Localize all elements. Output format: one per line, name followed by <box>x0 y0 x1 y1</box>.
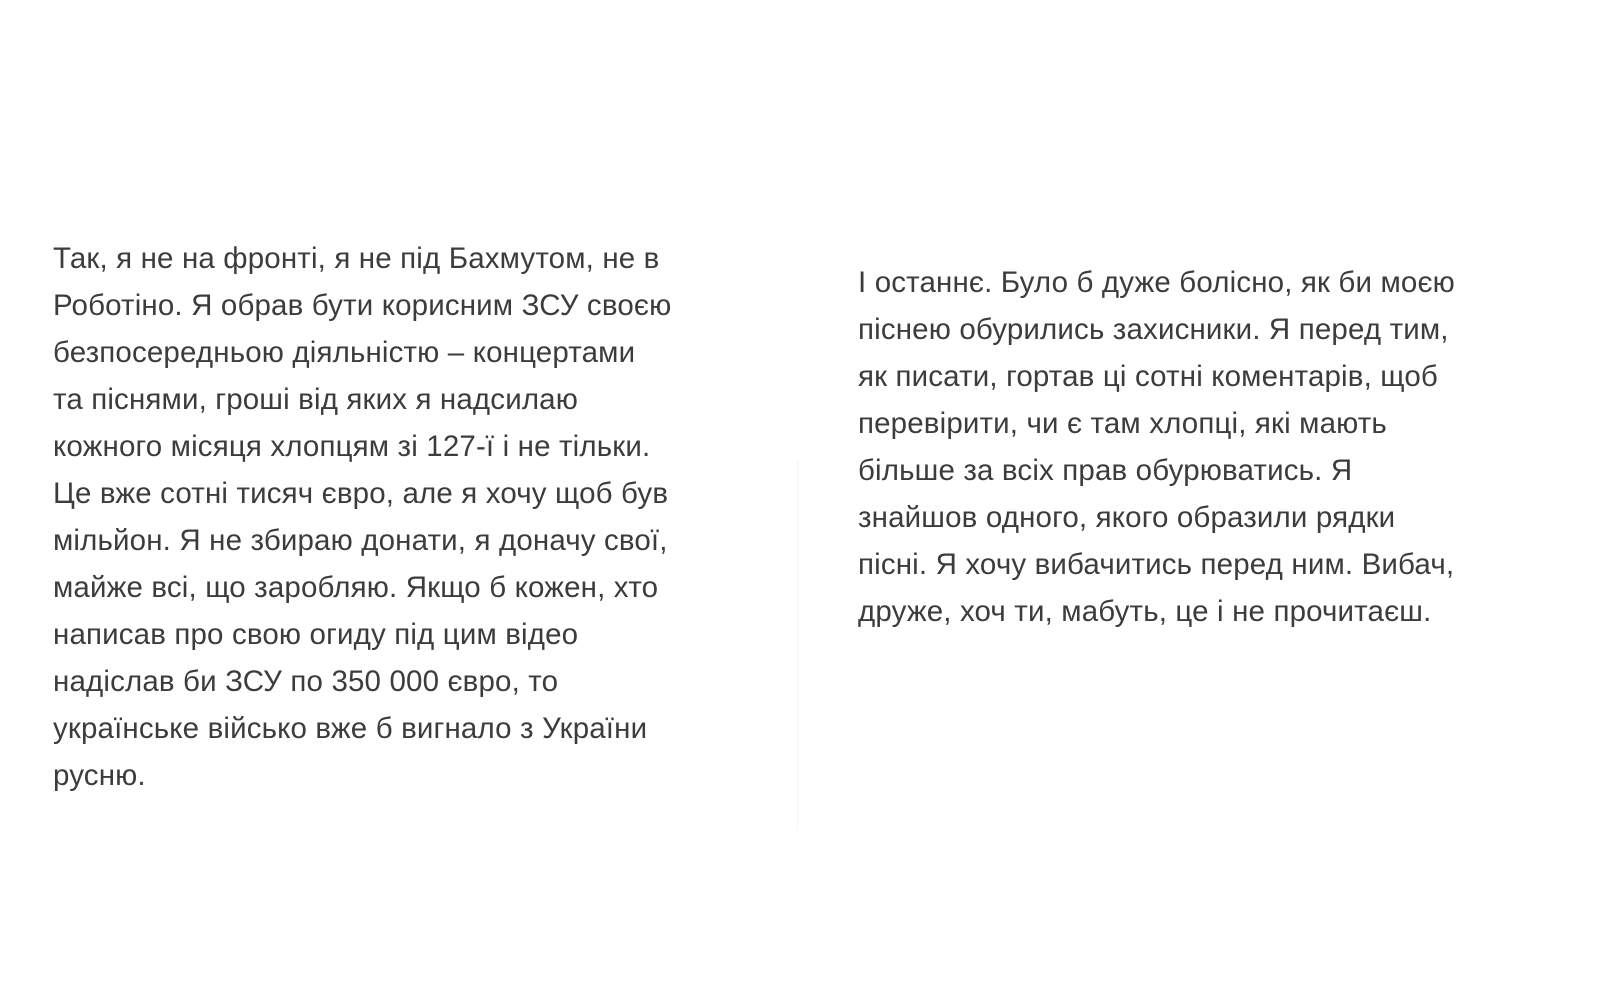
text-line: перевірити, чи є там хлопці, які мають <box>858 407 1387 440</box>
text-line: кожного місяця хлопцям зі 127-ї і не тільки. <box>53 430 651 463</box>
text-line: знайшов одного, якого образили рядки <box>858 501 1396 534</box>
text-line: як писати, гортав ці сотні коментарів, щоб <box>858 360 1438 393</box>
text-line: Роботіно. Я обрав бути корисним ЗСУ своєю <box>53 289 672 322</box>
text-line: надіслав би ЗСУ по 350 000 євро, то <box>53 665 559 698</box>
left-text-panel <box>53 235 753 799</box>
text-line: більше за всіх прав обурюватись. Я <box>858 454 1353 487</box>
text-line: майже всі, що заробляю. Якщо б кожен, хто <box>53 571 659 604</box>
column-divider <box>797 460 798 830</box>
right-text-panel <box>858 259 1558 635</box>
text-line: та піснями, гроші від яких я надсилаю <box>53 383 579 416</box>
text-line: безпосередньою діяльністю – концертами <box>53 336 636 369</box>
text-line: І останнє. Було б дуже болісно, як би моєю <box>858 266 1455 299</box>
text-line: друже, хоч ти, мабуть, це і не прочитаєш. <box>858 595 1432 628</box>
text-line: українське військо вже б вигнало з України <box>53 712 648 745</box>
text-line: мільйон. Я не збираю донати, я доначу свої, <box>53 524 668 557</box>
text-line: написав про свою огиду під цим відео <box>53 618 579 651</box>
text-line: Так, я не на фронті, я не під Бахмутом, не в <box>53 242 660 275</box>
text-line: пісні. Я хочу вибачитись перед ним. Вибач, <box>858 548 1455 581</box>
text-line: русню. <box>53 759 146 792</box>
text-line: піснею обурились захисники. Я перед тим, <box>858 313 1449 346</box>
text-line: Це вже сотні тисяч євро, але я хочу щоб був <box>53 477 669 510</box>
